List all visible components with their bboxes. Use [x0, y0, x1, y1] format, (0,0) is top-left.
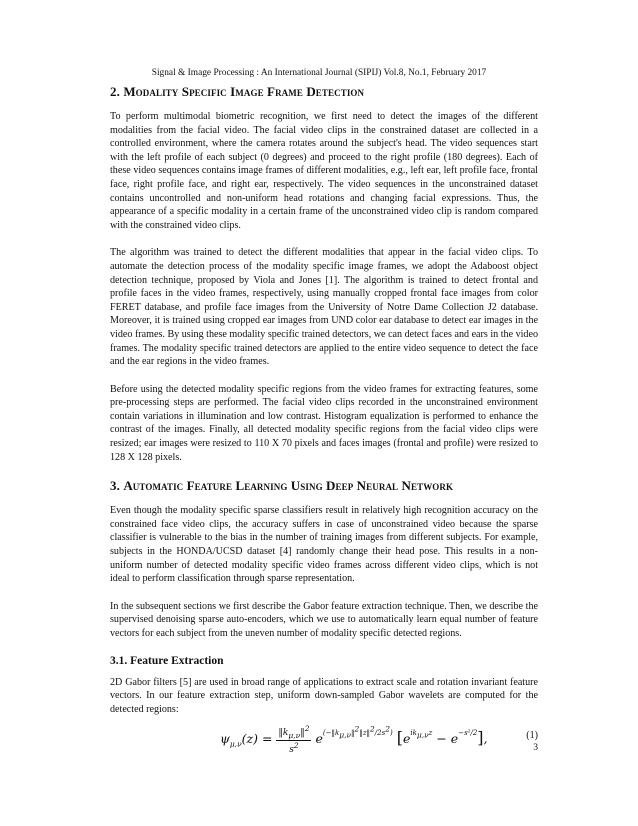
equation-number: (1) — [526, 730, 538, 742]
section-3-paragraph-2: In the subsequent sections we first describe the Gabor feature extraction technique. Then, we describe the supervised denoising sparse auto-encoders, which we use to automatically learn equal number of feature vectors for each subject from the uneven number of modality specific detected regions. — [110, 600, 538, 639]
page-number: 3 — [533, 742, 538, 753]
subsection-3-1-paragraph: 2D Gabor filters [5] are used in broad range of applications to extract scale and rotation invariant feature vectors. In our feature extraction step, uniform down-sampled Gabor wavelets are computed for the detected regions: — [110, 676, 538, 715]
section-3-heading — [110, 478, 538, 494]
subsection-3-1-heading: 3.1. Feature Extraction — [110, 654, 224, 667]
gabor-equation-formula: $\psi_{\mu,\nu}(z)$ = $\frac{‖k_{\mu,\nu}‖^2}{s^2}$ $e^{(-‖k_{\mu,\nu}‖^2‖z‖^2/2s^2)}$ $[e^{ik_{\mu,\nu}z} - e^{-s^2/2}]$, — [220, 724, 488, 756]
gabor-equation — [110, 724, 538, 762]
section-2-paragraph-2: The algorithm was trained to detect the different modalities that appear in the facial video clips. To automate the detection process of the modality specific image frames, we adopt the Adaboost object detection technique, proposed by Viola and Jones [1]. The algorithm is trained to detect frontal and profile faces in the video frames, respectively, using manually cropped frontal face images from color FERET database, and profile face images from the University of Notre Dame Collection J2 database. Moreover, it is trained using cropped ear images from UND color ear database to detect ear images in the video frames. By using these modality specific trained detectors, we can detect faces and ears in the video frames. The modality specific trained detectors are applied to the entire video sequence to detect the face and the ear regions in the video frames. — [110, 247, 538, 368]
section-3-number: 3. — [110, 478, 120, 494]
section-2-paragraph-3: Before using the detected modality specific regions from the video frames for extracting features, some pre-processing steps are performed. The facial video clips recorded in the unconstrained environment contain variations in illumination and low contrast. Histogram equalization is performed to enhance the contrast of the images. Finally, all detected modality specific regions from the facial video clips were resized; ear images were resized to 110 X 70 pixels and faces images (frontal and profile) were resized to 128 X 128 pixels. — [110, 383, 538, 463]
running-header: Signal & Image Processing : An International Journal (SIPIJ) Vol.8, No.1, February 2017 — [151, 68, 487, 78]
section-3-paragraph-1: Even though the modality specific sparse classifiers result in relatively high recognition accuracy on the constrained face video clips, the accuracy suffers in case of unconstrained video because the sparse classifier is vulnerable to the bias in the number of training images from different subjects. For example, subjects in the HONDA/UCSD dataset [4] randomly change their head pose. This results in a non-uniform number of detected modality specific video frames across different video clips, which is not ideal to perform classification through sparse representation. — [110, 505, 538, 585]
section-3-title: Automatic Feature Learning Using Deep Neural Network — [123, 478, 454, 494]
section-2-number: 2. — [110, 84, 120, 99]
section-2-title: Modality Specific Image Frame Detection — [123, 84, 365, 99]
section-2-paragraph-1: To perform multimodal biometric recognition, we first need to detect the images of the different modalities from the facial video. The facial video clips in the constrained dataset are collected in a controlled environment, where the camera rotates around the subject's head. The video sequences start with the left profile of each subject (0 degrees) and proceed to the right profile (180 degrees). Each of these video sequences contains image frames of different modalities, e.g., left ear, left profile face, frontal face, right profile face, and right ear, respectively. The video sequences in the unconstrained dataset contains uncontrolled and non-uniform head rotations and changing facial expressions. Thus, the appearance of a specific modality in a certain frame of the unconstrained video clip is random compared with the constrained video clips. — [110, 111, 538, 231]
page-content — [110, 84, 538, 762]
section-2-heading — [110, 84, 538, 100]
